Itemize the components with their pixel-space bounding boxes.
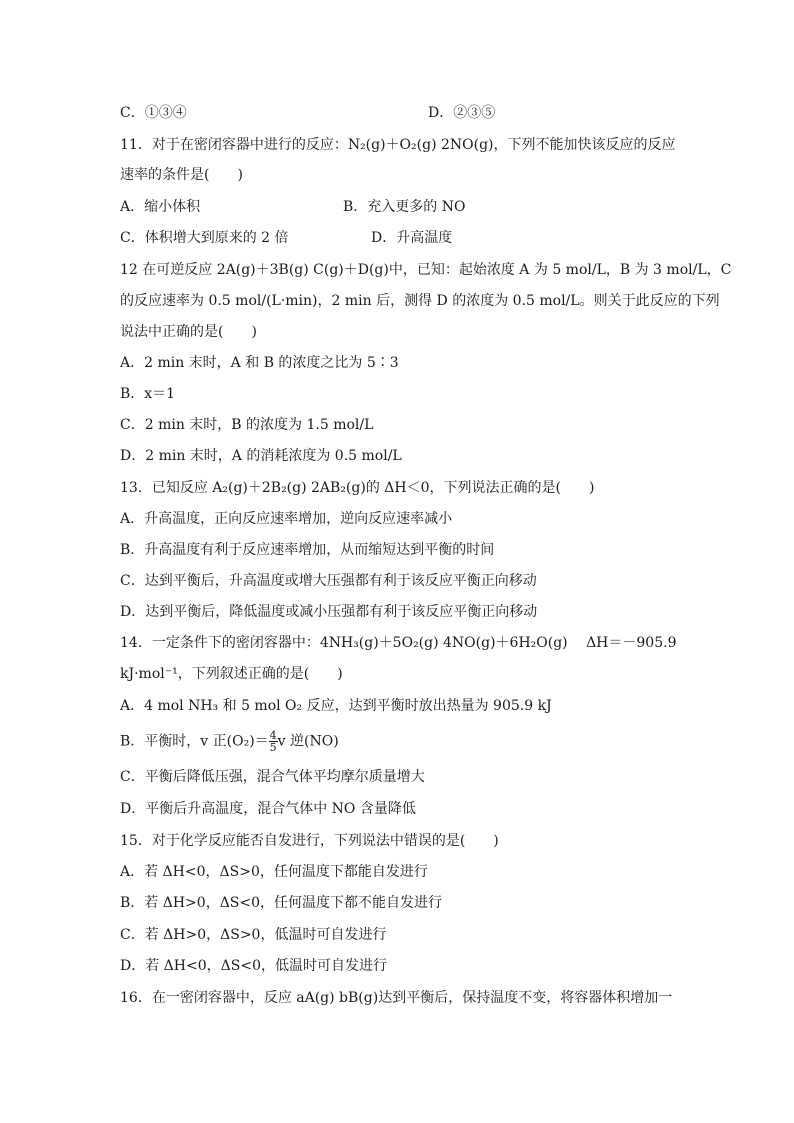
q11-option-a: A．缩小体积 — [120, 199, 201, 215]
q11-option-d: D．升高温度 — [371, 230, 453, 246]
q14-option-c: C．平衡后降低压强，混合气体平均摩尔质量增大 — [120, 769, 425, 785]
q14-option-b-head: B．平衡时，v 正(O₂)＝ — [120, 733, 269, 750]
q12-option-d: D．2 min 末时，A 的消耗浓度为 0.5 mol/L — [120, 448, 402, 464]
q11-stem-line1: 11．对于在密闭容器中进行的反应：N₂(g)＋O₂(g) 2NO(g)，下列不能加快该反应的反应 — [120, 137, 676, 153]
q11-option-c: C．体积增大到原来的 2 倍 — [120, 230, 289, 246]
q14-option-b-tail: v 逆(NO) — [277, 733, 339, 750]
q11-option-b: B．充入更多的 NO — [343, 199, 466, 215]
q12-option-a: A．2 min 末时，A 和 B 的浓度之比为 5∶3 — [120, 355, 399, 371]
q14-stem-line2: kJ·mol⁻¹，下列叙述正确的是( ) — [120, 666, 343, 682]
fraction-denominator: 5 — [269, 741, 277, 754]
q14-stem-line1: 14．一定条件下的密闭容器中：4NH₃(g)＋5O₂(g) 4NO(g)＋6H₂O(g) ΔH＝－905.9 — [120, 635, 677, 651]
q15-option-c: C．若 ΔH>0，ΔS>0，低温时可自发进行 — [120, 927, 387, 943]
q13-stem: 13．已知反应 A₂(g)＋2B₂(g) 2AB₂(g)的 ΔH＜0，下列说法正确的是( ) — [120, 480, 595, 496]
q10-option-d: D．②③⑤ — [428, 105, 496, 121]
q10-option-c: C．①③④ — [120, 105, 187, 121]
q12-option-c: C．2 min 末时，B 的浓度为 1.5 mol/L — [120, 417, 374, 433]
q12-stem-line3: 说法中正确的是( ) — [120, 324, 257, 340]
q12-stem-line1: 12 在可逆反应 2A(g)＋3B(g) C(g)＋D(g)中，已知：起始浓度 A 为 5 mol/L，B 为 3 mol/L，C — [120, 262, 732, 278]
q13-option-b: B．升高温度有利于反应速率增加，从而缩短达到平衡的时间 — [120, 542, 495, 558]
fraction-numerator: 4 — [269, 729, 277, 742]
q13-option-d: D．达到平衡后，降低温度或减小压强都有利于该反应平衡正向移动 — [120, 604, 538, 620]
q16-stem-line1: 16．在一密闭容器中，反应 aA(g) bB(g)达到平衡后，保持温度不变，将容器体积增加一 — [120, 990, 673, 1006]
fraction-four-fifths — [269, 730, 278, 753]
q15-stem: 15．对于化学反应能否自发进行，下列说法中错误的是( ) — [120, 833, 499, 849]
q13-option-a: A．升高温度，正向反应速率增加，逆向反应速率减小 — [120, 511, 453, 527]
q14-option-d: D．平衡后升高温度，混合气体中 NO 含量降低 — [120, 801, 416, 817]
q11-stem-line2: 速率的条件是( ) — [120, 167, 243, 183]
q14-option-a: A．4 mol NH₃ 和 5 mol O₂ 反应，达到平衡时放出热量为 905.9 kJ — [120, 698, 552, 714]
q12-option-b: B．x＝1 — [120, 386, 176, 402]
q14-option-b — [120, 730, 339, 753]
q15-option-a: A．若 ΔH<0，ΔS>0，任何温度下都能自发进行 — [120, 864, 428, 880]
q15-option-d: D．若 ΔH<0，ΔS<0，低温时可自发进行 — [120, 958, 387, 974]
q13-option-c: C．达到平衡后，升高温度或增大压强都有利于该反应平衡正向移动 — [120, 573, 537, 589]
q12-stem-line2: 的反应速率为 0.5 mol/(L·min)，2 min 后，测得 D 的浓度为 0.5 mol/L。则关于此反应的下列 — [120, 293, 720, 309]
q15-option-b: B．若 ΔH>0，ΔS<0，任何温度下都不能自发进行 — [120, 895, 443, 911]
